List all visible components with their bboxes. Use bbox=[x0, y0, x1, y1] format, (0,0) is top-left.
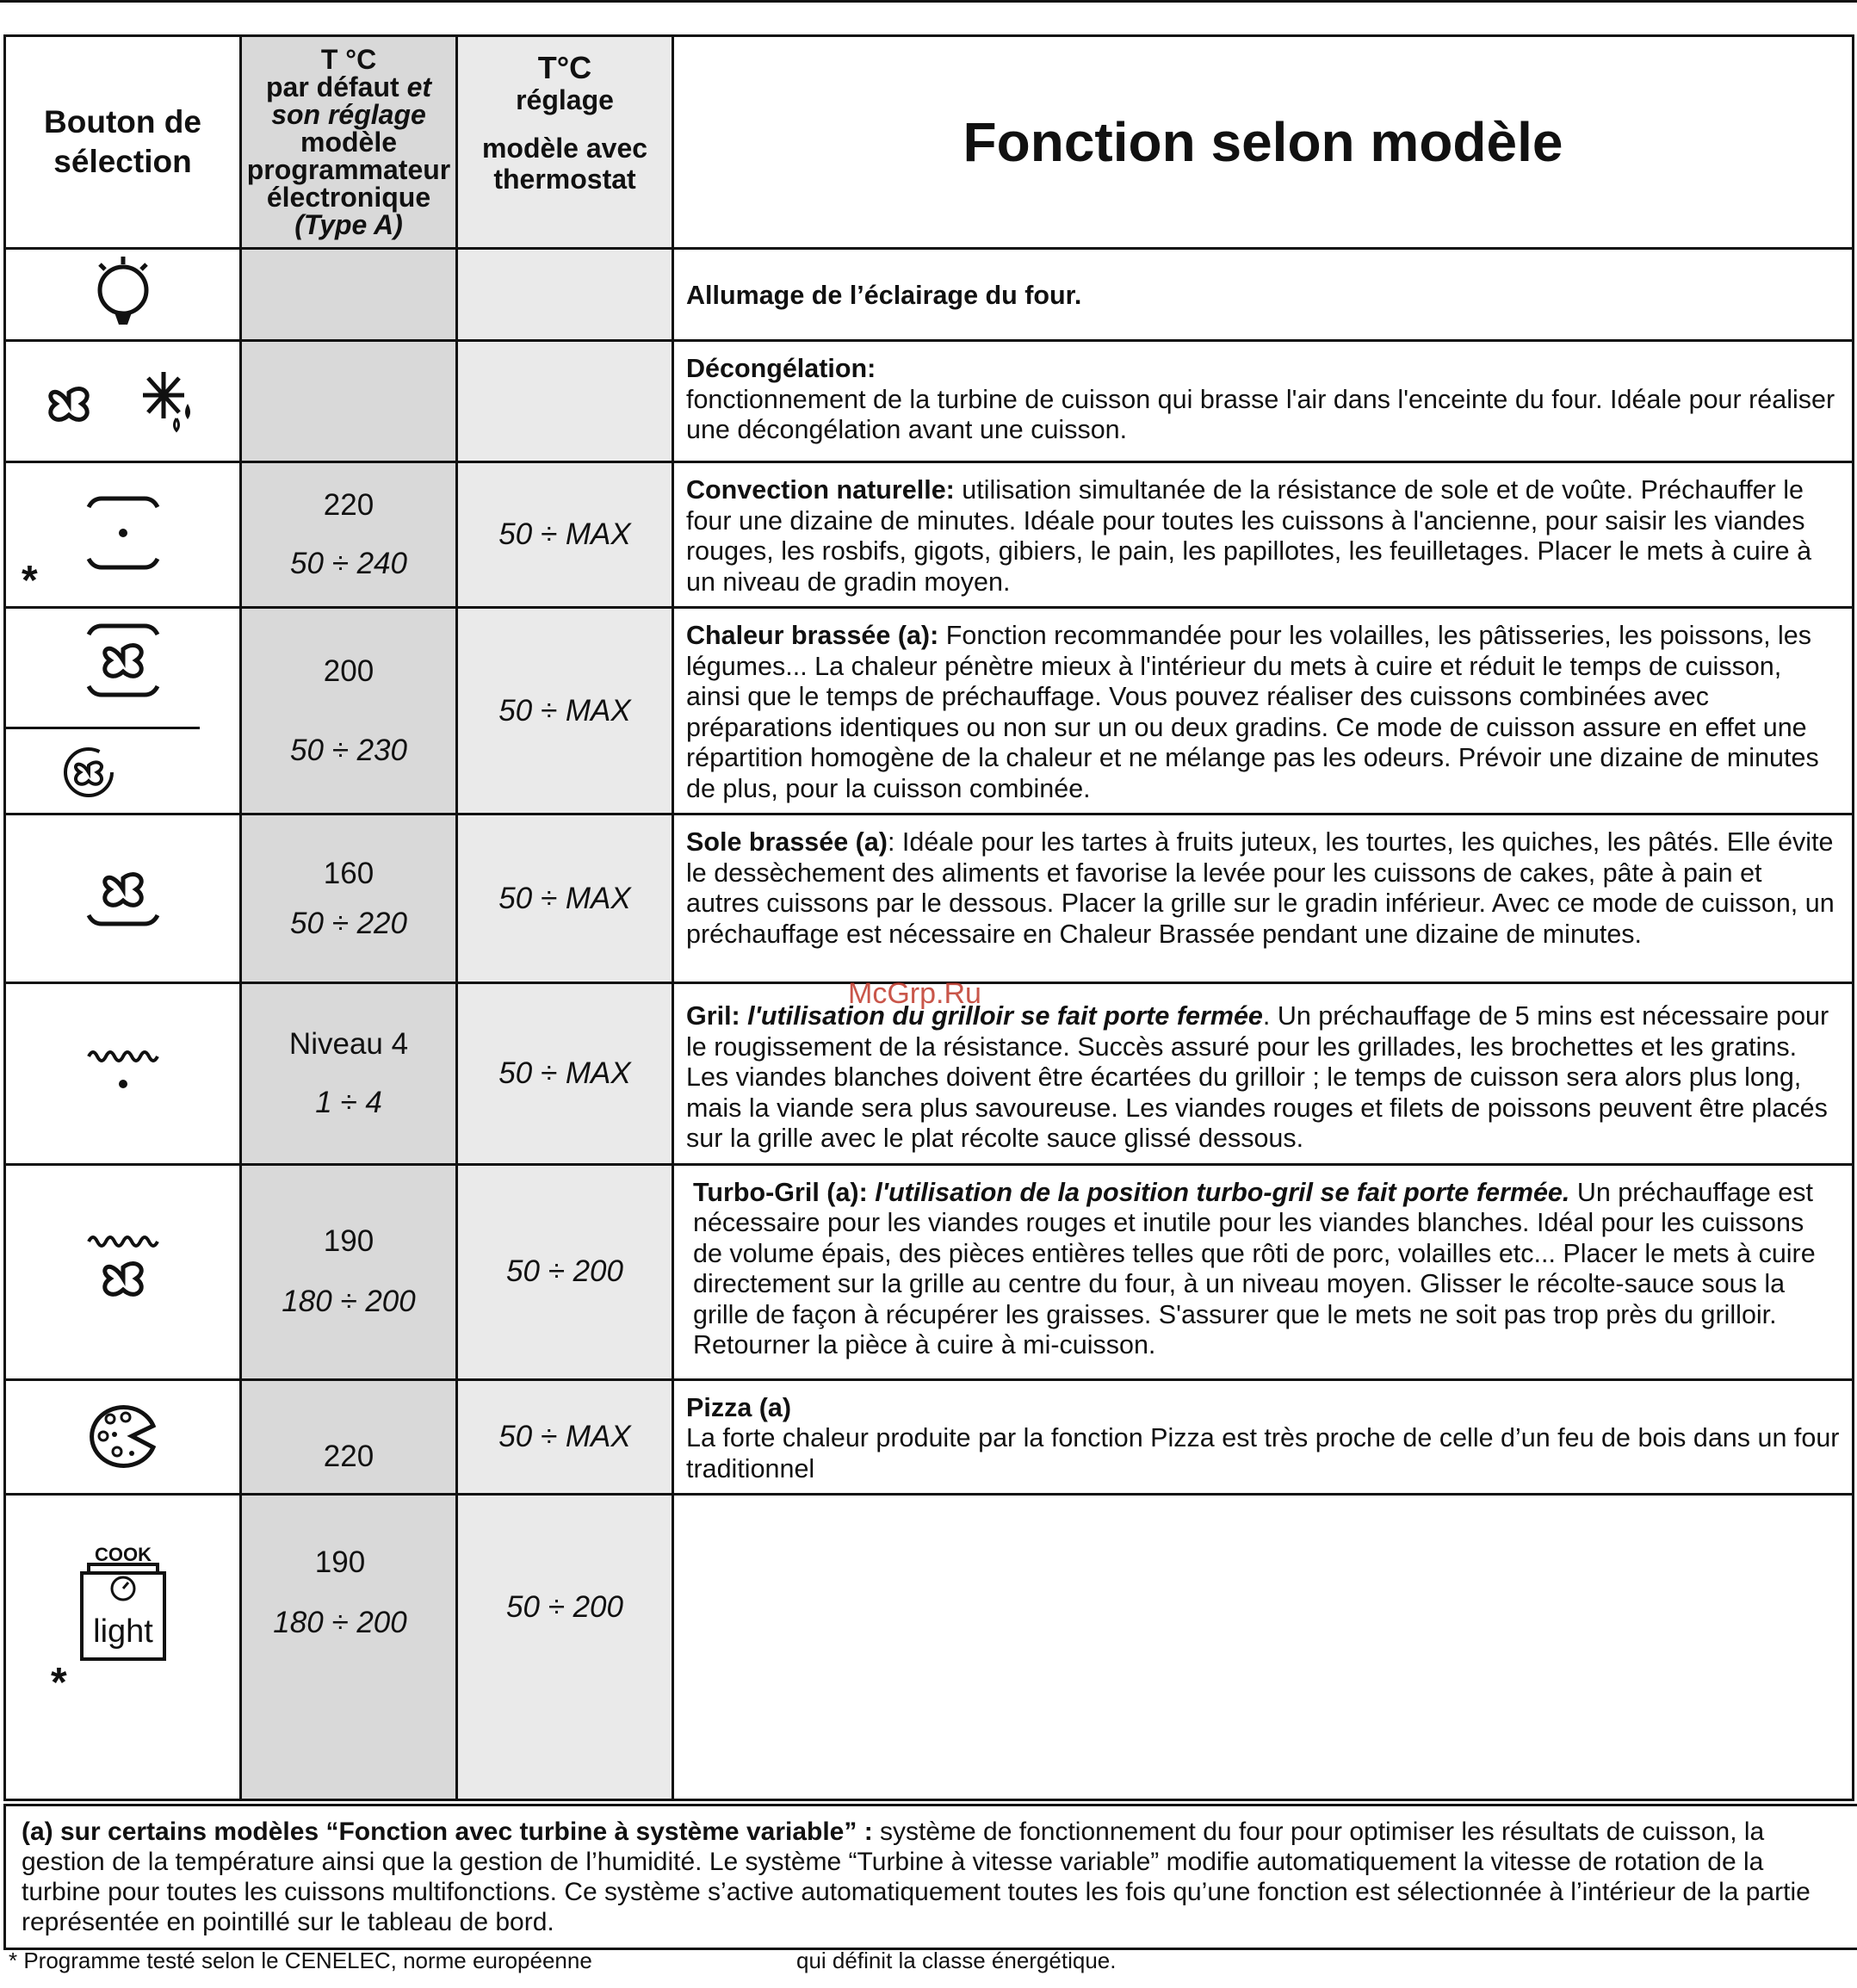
function-text: fonctionnement de la turbine de cuisson qui brasse l'air dans l'enceinte du four. Idéale pour réaliser une décongélation avant une cuisson. bbox=[686, 384, 1835, 444]
type-a-cell bbox=[241, 249, 457, 341]
forced-air-icon bbox=[84, 617, 162, 703]
light-label: light bbox=[92, 1613, 153, 1650]
oven-functions-table bbox=[3, 34, 1854, 1801]
type-a-cell bbox=[241, 341, 457, 462]
selector-cell bbox=[5, 814, 241, 983]
table-row bbox=[5, 462, 1854, 608]
type-a-cell bbox=[241, 814, 457, 983]
table-row bbox=[5, 249, 1854, 341]
default-temp: 190 bbox=[323, 1224, 374, 1258]
function-description bbox=[673, 1495, 1854, 1800]
function-title-italic: l'utilisation de la position turbo-gril se fait porte fermée. bbox=[875, 1177, 1570, 1207]
thermostat-range: 50 ÷ MAX bbox=[457, 814, 673, 983]
function-title: Décongélation: bbox=[686, 354, 876, 383]
header-selection: Bouton de sélection bbox=[5, 36, 241, 249]
table-header-row bbox=[5, 36, 1854, 249]
default-temp: 200 bbox=[323, 653, 374, 688]
function-text: Un préchauffage est nécessaire pour les viandes rouges et inutile pour les viandes blanches. Idéal pour les cuissons de volume épais, des pièces entières telles que rôti de porc, volailles etc... Placer le mets à cuire directement sur la grille au centre du four, à un niveau moyen. Glisser le récolte-sauce sous la grille de façon à récupérer les graisses. S'assurer que le mets ne soit pas trop près du grilloir. Retourner la pièce à cuire à mi-cuisson. bbox=[693, 1177, 1816, 1359]
default-temp: Niveau 4 bbox=[288, 1026, 409, 1061]
thermostat-range: 50 ÷ MAX bbox=[457, 1379, 673, 1495]
thermostat-range: 50 ÷ MAX bbox=[457, 462, 673, 608]
note-text: système de fonctionnement du four pour optimiser les résultats de cuisson, la gestion de la température ainsi que la gestion de l’humidité. Le système “Turbine à vitesse variable” modifie automatiquement la vitesse de rotation de la turbine pour toutes les cuissons multifonctions. Ce système s’active automatiquement toutes les fois qu’une fonction est sélectionnée à l’intérieur de la partie représentée en pointillé sur le tableau de bord. bbox=[22, 1818, 1811, 1936]
function-text: . Un préchauffage de 5 mins est nécessaire pour le rougissement de la résistance. Succès assuré pour les grillades, les brochettes et les gratins. Les viandes blanches doivent être écartées du grilloir ; le temps de cuisson sera alors plus long, mais la viande sera plus savoureuse. Les viandes rouges et filets de poissons peuvent être placés sur la grille avec le plat récolte sauce glissé dessous. bbox=[686, 1001, 1829, 1153]
fan-bottom-icon bbox=[84, 862, 162, 931]
selector-cell bbox=[5, 1495, 241, 1800]
default-temp: 190 bbox=[314, 1545, 366, 1579]
function-text: utilisation simultanée de la résistance de sole et de voûte. Préchauffer le four une dizaine de minutes. Idéale pour toutes les cuissons à l'ancienne, pour saisir les viandes rouges, les rosbifs, gigots, gibiers, le pain, les papillotes, les feuilletages. Placer le mets à cuire à un niveau de gradin moyen. bbox=[686, 475, 1812, 597]
grill-icon bbox=[84, 1041, 162, 1101]
pizza-icon bbox=[84, 1400, 162, 1469]
selector-cell bbox=[5, 249, 241, 341]
table-row bbox=[5, 1495, 1854, 1800]
defrost-icon bbox=[138, 365, 207, 434]
function-title-italic: l'utilisation du grilloir se fait porte fermée bbox=[747, 1001, 1263, 1031]
selector-cell bbox=[5, 1164, 241, 1379]
function-description bbox=[673, 1164, 1854, 1379]
footnote-box bbox=[3, 1804, 1857, 1950]
selector-cell bbox=[5, 983, 241, 1165]
note-title: (a) sur certains modèles “Fonction avec turbine à système variable” : bbox=[22, 1818, 873, 1846]
function-title: Sole brassée (a) bbox=[686, 827, 888, 857]
fan-eco-icon bbox=[61, 745, 116, 800]
turbo-grill-icon bbox=[84, 1231, 162, 1309]
temp-range: 50 ÷ 220 bbox=[290, 906, 407, 940]
function-title: Gril: bbox=[686, 1001, 748, 1031]
thermostat-cell bbox=[457, 249, 673, 341]
function-title: Chaleur brassée (a): bbox=[686, 621, 939, 650]
type-a-cell bbox=[241, 1495, 457, 1800]
table-row bbox=[5, 1379, 1854, 1495]
function-title: Allumage de l’éclairage du four. bbox=[686, 281, 1082, 311]
type-a-cell bbox=[241, 462, 457, 608]
selector-cell bbox=[5, 608, 241, 814]
oven-light-icon bbox=[84, 254, 162, 331]
selector-cell bbox=[5, 1379, 241, 1495]
temp-range: 180 ÷ 200 bbox=[282, 1285, 416, 1318]
function-text: La forte chaleur produite par la fonction Pizza est très proche de celle d’un feu de bois dans un four traditionnel bbox=[686, 1423, 1840, 1483]
header-function: Fonction selon modèle bbox=[673, 36, 1854, 249]
natural-convection-icon bbox=[84, 490, 162, 576]
default-temp: 220 bbox=[323, 488, 374, 522]
type-a-cell bbox=[241, 608, 457, 814]
selector-cell bbox=[5, 341, 241, 462]
selector-cell bbox=[5, 462, 241, 608]
header-type-a: T °C par défaut et son réglage modèle programmateur électronique (Type A) bbox=[241, 36, 457, 249]
cook-label: COOK bbox=[94, 1544, 152, 1565]
footnote-right: qui définit la classe énergétique. bbox=[796, 1948, 1117, 1973]
default-temp: 220 bbox=[323, 1440, 374, 1473]
thermostat-cell bbox=[457, 341, 673, 462]
temp-range: 50 ÷ 230 bbox=[290, 733, 407, 767]
table-row bbox=[5, 1164, 1854, 1379]
default-temp: 160 bbox=[323, 856, 374, 890]
temp-range: 50 ÷ 240 bbox=[290, 547, 407, 580]
temp-range: 180 ÷ 200 bbox=[273, 1606, 407, 1639]
table-row bbox=[5, 608, 1854, 814]
function-description bbox=[673, 814, 1854, 983]
thermostat-range: 50 ÷ MAX bbox=[457, 608, 673, 814]
asterisk: * bbox=[51, 1660, 67, 1706]
table-row bbox=[5, 341, 1854, 462]
top-rule bbox=[0, 0, 1857, 3]
header-thermostat: T°C réglage modèle avec thermostat bbox=[457, 36, 673, 249]
asterisk: * bbox=[22, 558, 38, 604]
type-a-cell bbox=[241, 1379, 457, 1495]
function-description bbox=[673, 341, 1854, 462]
thermostat-range: 50 ÷ MAX bbox=[457, 983, 673, 1165]
thermostat-range: 50 ÷ 200 bbox=[457, 1495, 673, 1800]
type-a-cell bbox=[241, 1164, 457, 1379]
function-description bbox=[673, 1379, 1854, 1495]
function-title: Turbo-Gril (a): bbox=[693, 1177, 876, 1207]
function-title: Pizza (a) bbox=[686, 1392, 792, 1422]
function-title: Convection naturelle: bbox=[686, 475, 955, 505]
footnote-left: * Programme testé selon le CENELEC, norme européenne bbox=[9, 1948, 592, 1973]
function-text: Fonction recommandée pour les volailles, les pâtisseries, les poissons, les légumes... La chaleur pénètre mieux à l'intérieur du mets à cuire et réduit le temps de cuisson, ainsi que le temps de préchauffage. Vous pouvez réaliser des cuissons combinées avec préparations identiques ou non sur un ou deux gradins. Ce mode de cuisson assure en effet une répartition homogène de la chaleur et ne mélange pas les odeurs. Prévoir une dizaine de minutes de plus, pour la cuisson combinée. bbox=[686, 621, 1819, 803]
function-description bbox=[673, 249, 1854, 341]
cook-light-icon bbox=[71, 1539, 175, 1668]
function-description bbox=[673, 608, 1854, 814]
type-a-cell bbox=[241, 983, 457, 1165]
watermark: McGrp.Ru bbox=[848, 977, 981, 1010]
table-row bbox=[5, 814, 1854, 983]
function-text: : Idéale pour les tartes à fruits juteux, les tourtes, les quiches, les pâtés. Elle évite le dessèchement des aliments et favorise la levée pour les cuissons de cakes, pâte à pain et autres cuissons par le dessous. Placer la grille sur le gradin inférieur. Avec ce mode de cuisson, un préchauffage est nécessaire en Chaleur Brassée pendant une dizaine de minutes. bbox=[686, 827, 1835, 949]
icon-divider bbox=[6, 727, 200, 729]
function-description bbox=[673, 462, 1854, 608]
thermostat-range: 50 ÷ 200 bbox=[457, 1164, 673, 1379]
temp-range: 1 ÷ 4 bbox=[315, 1085, 382, 1119]
fan-icon bbox=[39, 374, 99, 434]
